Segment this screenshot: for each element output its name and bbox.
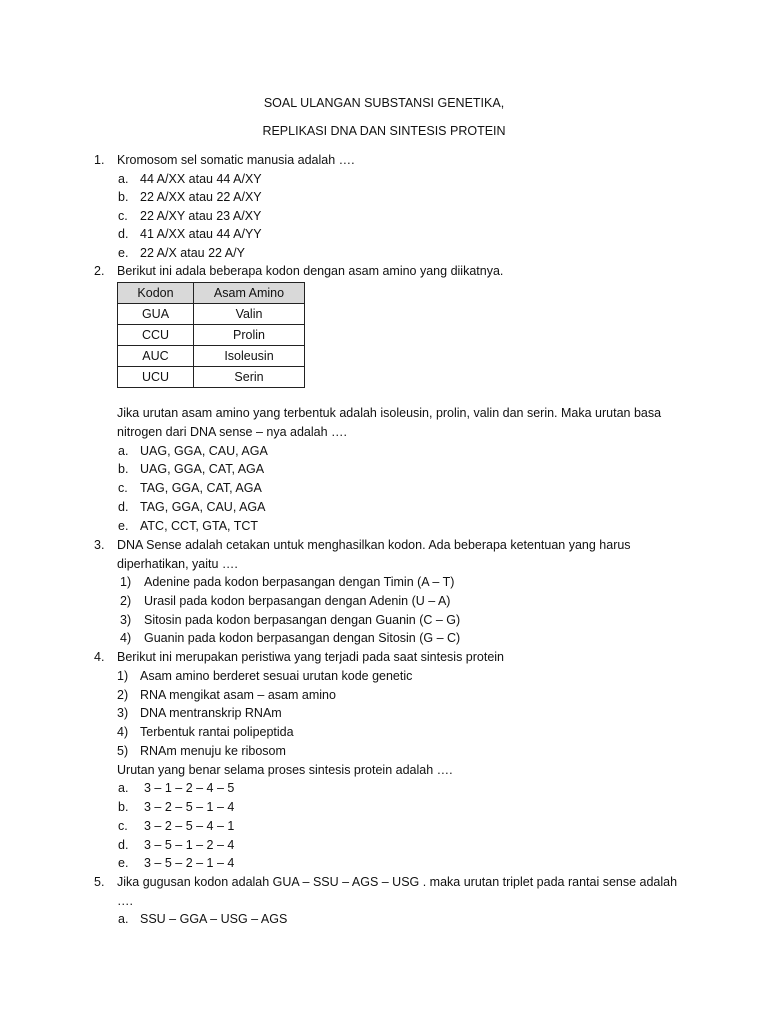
option-label: a. xyxy=(118,912,129,926)
option-text: SSU – GGA – USG – AGS xyxy=(140,912,288,926)
option-label: a. xyxy=(118,172,129,186)
table-cell: Valin xyxy=(194,304,305,325)
option-text: UAG, GGA, CAU, AGA xyxy=(140,444,268,458)
item-label: 3) xyxy=(120,613,132,627)
title-line-1: SOAL ULANGAN SUBSTANSI GENETIKA, xyxy=(263,96,505,110)
option-text: 44 A/XX atau 44 A/XY xyxy=(140,172,262,186)
kodon-table xyxy=(117,282,305,388)
option-label: a. xyxy=(118,444,129,458)
table-cell: Prolin xyxy=(194,325,305,346)
question-number: 2. xyxy=(94,264,105,278)
option-label: c. xyxy=(118,209,128,223)
option-label: e. xyxy=(118,519,129,533)
option-label: e. xyxy=(118,856,129,870)
question-text-continued: diperhatikan, yaitu …. xyxy=(117,557,238,571)
question-text: DNA Sense adalah cetakan untuk menghasilkan kodon. Ada beberapa ketentuan yang harus xyxy=(117,538,631,552)
item-text: Adenine pada kodon berpasangan dengan Timin (A – T) xyxy=(144,575,455,589)
item-text: Sitosin pada kodon berpasangan dengan Guanin (C – G) xyxy=(144,613,461,627)
table-cell: Isoleusin xyxy=(194,346,305,367)
item-text: DNA mentranskrip RNAm xyxy=(140,706,282,720)
option-label: c. xyxy=(118,819,128,833)
paragraph-text: nitrogen dari DNA sense – nya adalah …. xyxy=(117,425,347,439)
item-label: 5) xyxy=(117,744,129,758)
option-label: b. xyxy=(118,190,129,204)
option-text: 3 – 2 – 5 – 1 – 4 xyxy=(144,800,235,814)
option-text: 22 A/XY atau 23 A/XY xyxy=(140,209,262,223)
item-label: 1) xyxy=(117,669,129,683)
question-text: Kromosom sel somatic manusia adalah …. xyxy=(117,153,355,167)
option-text: 22 A/XX atau 22 A/XY xyxy=(140,190,262,204)
option-text: 3 – 5 – 2 – 1 – 4 xyxy=(144,856,235,870)
question-text: Berikut ini adala beberapa kodon dengan asam amino yang diikatnya. xyxy=(117,264,504,278)
question-text: Jika gugusan kodon adalah GUA – SSU – AGS – USG . maka urutan triplet pada rantai sense adalah xyxy=(117,875,678,889)
table-header: Kodon xyxy=(118,283,194,304)
option-label: e. xyxy=(118,246,129,260)
item-text: Urasil pada kodon berpasangan dengan Adenin (U – A) xyxy=(144,594,451,608)
question-text-continued: …. xyxy=(117,894,133,908)
option-label: d. xyxy=(118,838,129,852)
table-cell: Serin xyxy=(194,367,305,388)
item-text: Guanin pada kodon berpasangan dengan Sitosin (G – C) xyxy=(144,631,461,645)
option-text: 3 – 5 – 1 – 2 – 4 xyxy=(144,838,235,852)
item-label: 1) xyxy=(120,575,132,589)
option-label: b. xyxy=(118,800,129,814)
option-text: 3 – 1 – 2 – 4 – 5 xyxy=(144,781,235,795)
item-label: 4) xyxy=(120,631,132,645)
table-row xyxy=(118,325,305,346)
item-text: Asam amino berderet sesuai urutan kode genetic xyxy=(140,669,413,683)
option-text: 3 – 2 – 5 – 4 – 1 xyxy=(144,819,235,833)
item-text: RNA mengikat asam – asam amino xyxy=(140,688,336,702)
item-text: RNAm menuju ke ribosom xyxy=(140,744,286,758)
title-line-2: REPLIKASI DNA DAN SINTESIS PROTEIN xyxy=(262,124,506,138)
table-header-row xyxy=(118,283,305,304)
table-row xyxy=(118,346,305,367)
table-cell: CCU xyxy=(118,325,194,346)
item-label: 2) xyxy=(117,688,129,702)
option-text: ATC, CCT, GTA, TCT xyxy=(140,519,259,533)
option-text: 22 A/X atau 22 A/Y xyxy=(140,246,245,260)
item-text: Terbentuk rantai polipeptida xyxy=(140,725,294,739)
option-text: 41 A/XX atau 44 A/YY xyxy=(140,227,262,241)
option-label: d. xyxy=(118,500,129,514)
table-row xyxy=(118,304,305,325)
option-text: UAG, GGA, CAT, AGA xyxy=(140,462,265,476)
option-text: TAG, GGA, CAT, AGA xyxy=(140,481,262,495)
item-label: 2) xyxy=(120,594,132,608)
table-header: Asam Amino xyxy=(194,283,305,304)
option-text: TAG, GGA, CAU, AGA xyxy=(140,500,266,514)
table-cell: UCU xyxy=(118,367,194,388)
paragraph-text: Jika urutan asam amino yang terbentuk adalah isoleusin, prolin, valin dan serin. Maka urutan basa xyxy=(117,406,662,420)
table-row xyxy=(118,367,305,388)
question-number: 5. xyxy=(94,875,105,889)
question-subtext: Urutan yang benar selama proses sintesis protein adalah …. xyxy=(117,763,453,777)
table-cell: GUA xyxy=(118,304,194,325)
option-label: a. xyxy=(118,781,129,795)
option-label: d. xyxy=(118,227,129,241)
question-number: 3. xyxy=(94,538,105,552)
question-number: 1. xyxy=(94,153,105,167)
table-cell: AUC xyxy=(118,346,194,367)
question-number: 4. xyxy=(94,650,105,664)
option-label: b. xyxy=(118,462,129,476)
question-text: Berikut ini merupakan peristiwa yang terjadi pada saat sintesis protein xyxy=(117,650,505,664)
option-label: c. xyxy=(118,481,128,495)
item-label: 3) xyxy=(117,706,129,720)
item-label: 4) xyxy=(117,725,129,739)
